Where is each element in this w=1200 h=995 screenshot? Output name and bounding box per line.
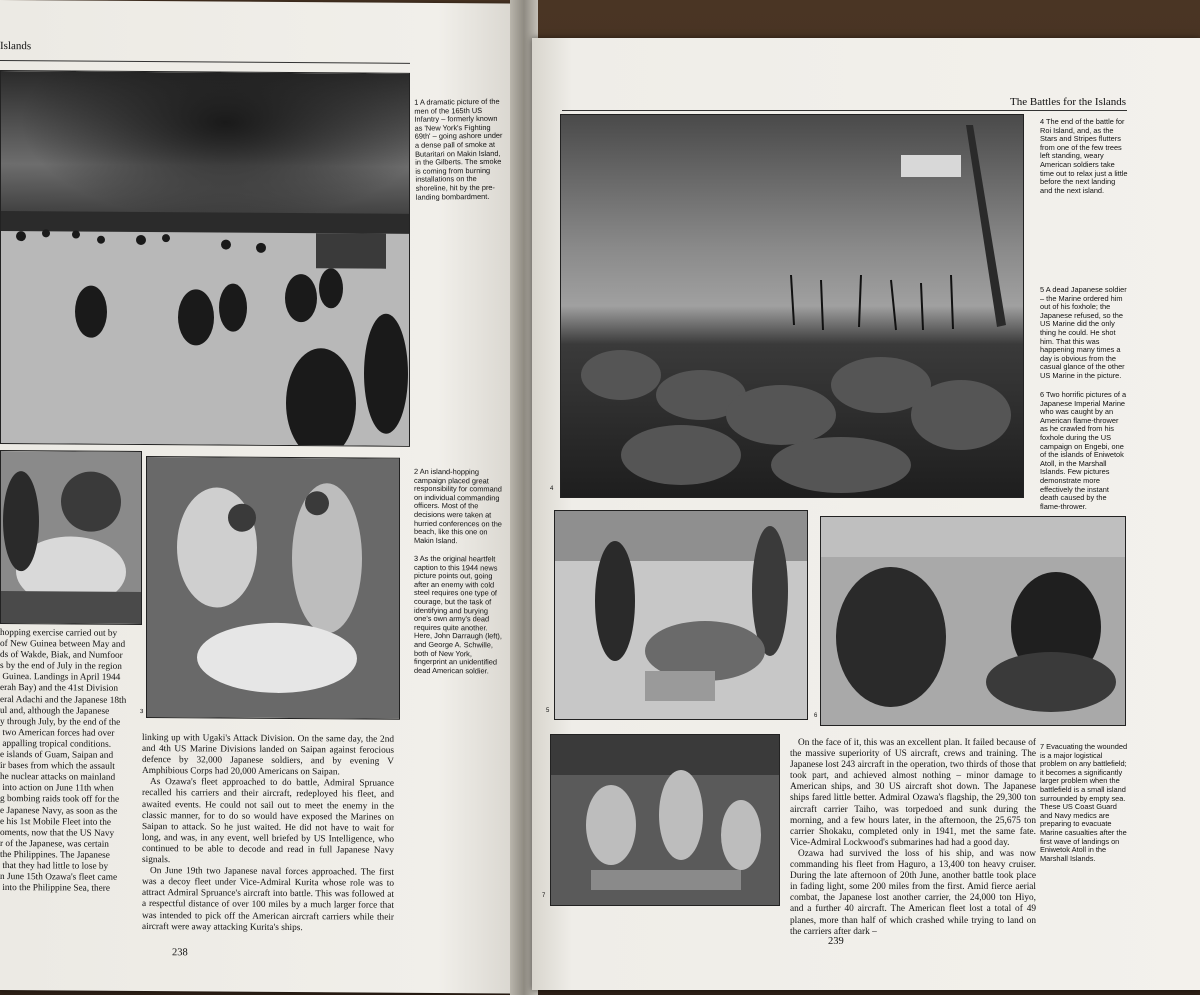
caption-5: 5 A dead Japanese soldier – the Marine ordered him out of his foxhole; the Japanese refused, so the US Marine did the only thing he could. He shot him. That this was happening many times a day is obvious from the casual glance of the other US Marine in the picture. <box>1040 285 1127 380</box>
body-paragraph: On June 19th two Japanese naval forces approached. The first was a decoy fleet under Vice-Admiral Kurita whose role was to attract Admiral Spruance's aircraft into battle. This was followed at a respectful distance of over 100 miles by a much larger force that was intended to pick off the American aircraft carriers while their aircraft were away attacking Kurita's ships. <box>142 866 394 933</box>
caption-6: 6 Two horrific pictures of a Japanese Imperial Marine who was caught by an American flame-thrower as he crawled from his foxhole during the US campaign on Engebi, one of the islands of Eniwetok Atoll, in the Marshall Islands. Few pictures demonstrate more effectively the instant death caused by the flame-thrower. <box>1040 390 1127 511</box>
photo-5-foxhole <box>554 510 808 720</box>
body-line: eral Adachi and the Japanese 18th <box>0 694 127 706</box>
body-line: n June 15th Ozawa's fleet came <box>0 872 118 883</box>
body-line: ir bases from which the assault <box>0 761 115 772</box>
running-head-left: Islands <box>0 40 32 53</box>
photo-6-flamethrower-victim <box>820 516 1126 726</box>
photo-7-evacuating-wounded <box>550 734 780 906</box>
photo-medics-partial <box>0 450 142 625</box>
caption-7: 7 Evacuating the wounded is a major logistical problem on any battlefield; it becomes a significantly larger problem when the battlefield is a small island surrounded by empty sea. These US Coast Guard and Navy medics are preparing to evacuate Marine casualties after the first wave of landings on Eniwetok Atoll in the Marshall Islands. <box>1040 742 1128 863</box>
photo-1-beach-landing <box>0 70 410 447</box>
body-line: e islands of Guam, Saipan and <box>0 750 114 761</box>
body-paragraph: Ozawa had survived the loss of his ship, and was now commanding his fleet from Haguro, a 13,400 ton heavy cruiser. During the late afternoon of 20th June, another battle took place in fading light, some 200 miles from the first. Amid fierce aerial combat, the Japanese lost another carrier, the 24,000 ton Hiyo, and a further 40 aircraft. The American fleet lost a total of 49 planes, more than half of which crashed while trying to land on the carriers after dark – <box>790 848 1036 937</box>
body-column-2 <box>142 733 394 934</box>
body-line: oments, now that the US Navy <box>0 827 115 839</box>
body-line: g bombing raids took off for the <box>0 794 120 806</box>
body-column-right <box>790 738 1036 938</box>
body-line: two American forces had over <box>0 727 115 739</box>
photo-number-3: 3 <box>140 708 144 716</box>
body-line: y through July, by the end of the <box>0 716 121 728</box>
caption-3: 3 As the original heartfelt caption to this 1944 news picture points out, going after an enemy with cold steel requires one type of courage, but the task of identifying and burying one's own army's dead requires quite another. Here, John Darraugh (left), and George A. Schwille, both of New York, fingerprint an unidentified dead American soldier. <box>414 553 502 676</box>
photo-number-7: 7 <box>542 893 546 899</box>
body-line: of New Guinea between May and <box>0 639 126 650</box>
caption-4: 4 The end of the battle for Roi Island, and, as the Stars and Stripes flutters from one of the few trees left standing, weary American soldiers take time out to relax just a little before the next landing and the next island. <box>1040 117 1128 195</box>
body-line: he nuclear attacks on mainland <box>0 772 116 784</box>
body-line: appalling tropical conditions. <box>0 738 112 750</box>
body-line: hopping exercise carried out by <box>0 628 118 639</box>
running-head-right: The Battles for the Islands <box>1010 96 1127 108</box>
caption-1: 1 A dramatic picture of the men of the 165th US Infantry – formerly known as 'New York's Fighting 69th' – going ashore under a dense pall of smoke at Butaritari on Makin Island, in the Gilberts. The smoke is coming from burning installations on the shoreline, hit by the pre-landing bombardment. <box>414 96 503 202</box>
body-line: into the Philippine Sea, there <box>0 883 110 894</box>
body-line: ul and, although the Japanese <box>0 705 110 717</box>
body-paragraph: linking up with Ugaki's Attack Division. On the same day, the 2nd and 4th US Marine Divisions landed on Saipan against ferocious defence by 32,000 Japanese soldiers, and by evening V Amphibious Corps had 20,000 Americans on Saipan. <box>142 732 394 778</box>
body-line: e Japanese Navy, as soon as the <box>0 805 118 817</box>
right-page <box>532 38 1200 990</box>
header-rule-right <box>562 110 1127 111</box>
body-line: that they had little to lose by <box>0 860 109 872</box>
photo-number-6: 6 <box>814 713 818 719</box>
photo-number-4: 4 <box>550 486 554 492</box>
body-paragraph: On the face of it, this was an excellent plan. It failed because of the massive superiority of US aircraft, crews and training. The Japanese lost 243 aircraft in the operation, two thirds of those that took part, and achieved almost nothing – minor damage to American ships, and 30 US aircraft shot down. The Japanese ships fared little better. Admiral Ozawa's flagship, the 29,300 ton aircraft carrier Taiho, was torpedoed and sunk during the morning, and a few hours later, in the afternoon, the 25,675 ton carrier Shokaku, completed only in 1941, met the same fate. Vice-Admiral Lockwood's submarines had had a good day. <box>790 738 1036 848</box>
header-rule <box>0 60 410 64</box>
body-line: Guinea. Landings in April 1944 <box>0 672 121 684</box>
body-line: s by the end of July in the region <box>0 661 122 673</box>
page-number-239: 239 <box>828 936 844 947</box>
photo-number-5: 5 <box>546 708 550 714</box>
photo-4-roi-island <box>560 114 1024 498</box>
body-line: erah Bay) and the 41st Division <box>0 683 118 695</box>
body-column-1 <box>0 628 136 895</box>
photo-3-fingerprint <box>146 456 400 720</box>
body-line: ds of Wakde, Biak, and Numfoor <box>0 650 123 662</box>
body-line: the Philippines. The Japanese <box>0 849 110 861</box>
body-line: r of the Japanese, was certain <box>0 838 109 850</box>
body-line: e his 1st Mobile Fleet into the <box>0 816 112 828</box>
body-paragraph: As Ozawa's fleet approached to do battle, Admiral Spruance recalled his carriers and their aircraft, redeployed his fleet, and awaited events. He could not sail out to meet the enemy in the classic manner, for to do so would have exposed the Marines on Saipan to attack. So he just waited. He did not have to wait for long, and was, in any event, well briefed by US Intelligence, who continued to be able to decode and read in full Japanese Navy signals. <box>142 777 394 866</box>
caption-2: 2 An island-hopping campaign placed great responsibility for command on individual commanding officers. Most of the decisions were taken at hurried conferences on the beach, like this one on Makin Island. <box>414 466 502 545</box>
left-page <box>0 0 516 994</box>
body-line: into action on June 11th when <box>0 783 114 795</box>
page-number-238: 238 <box>172 947 188 959</box>
